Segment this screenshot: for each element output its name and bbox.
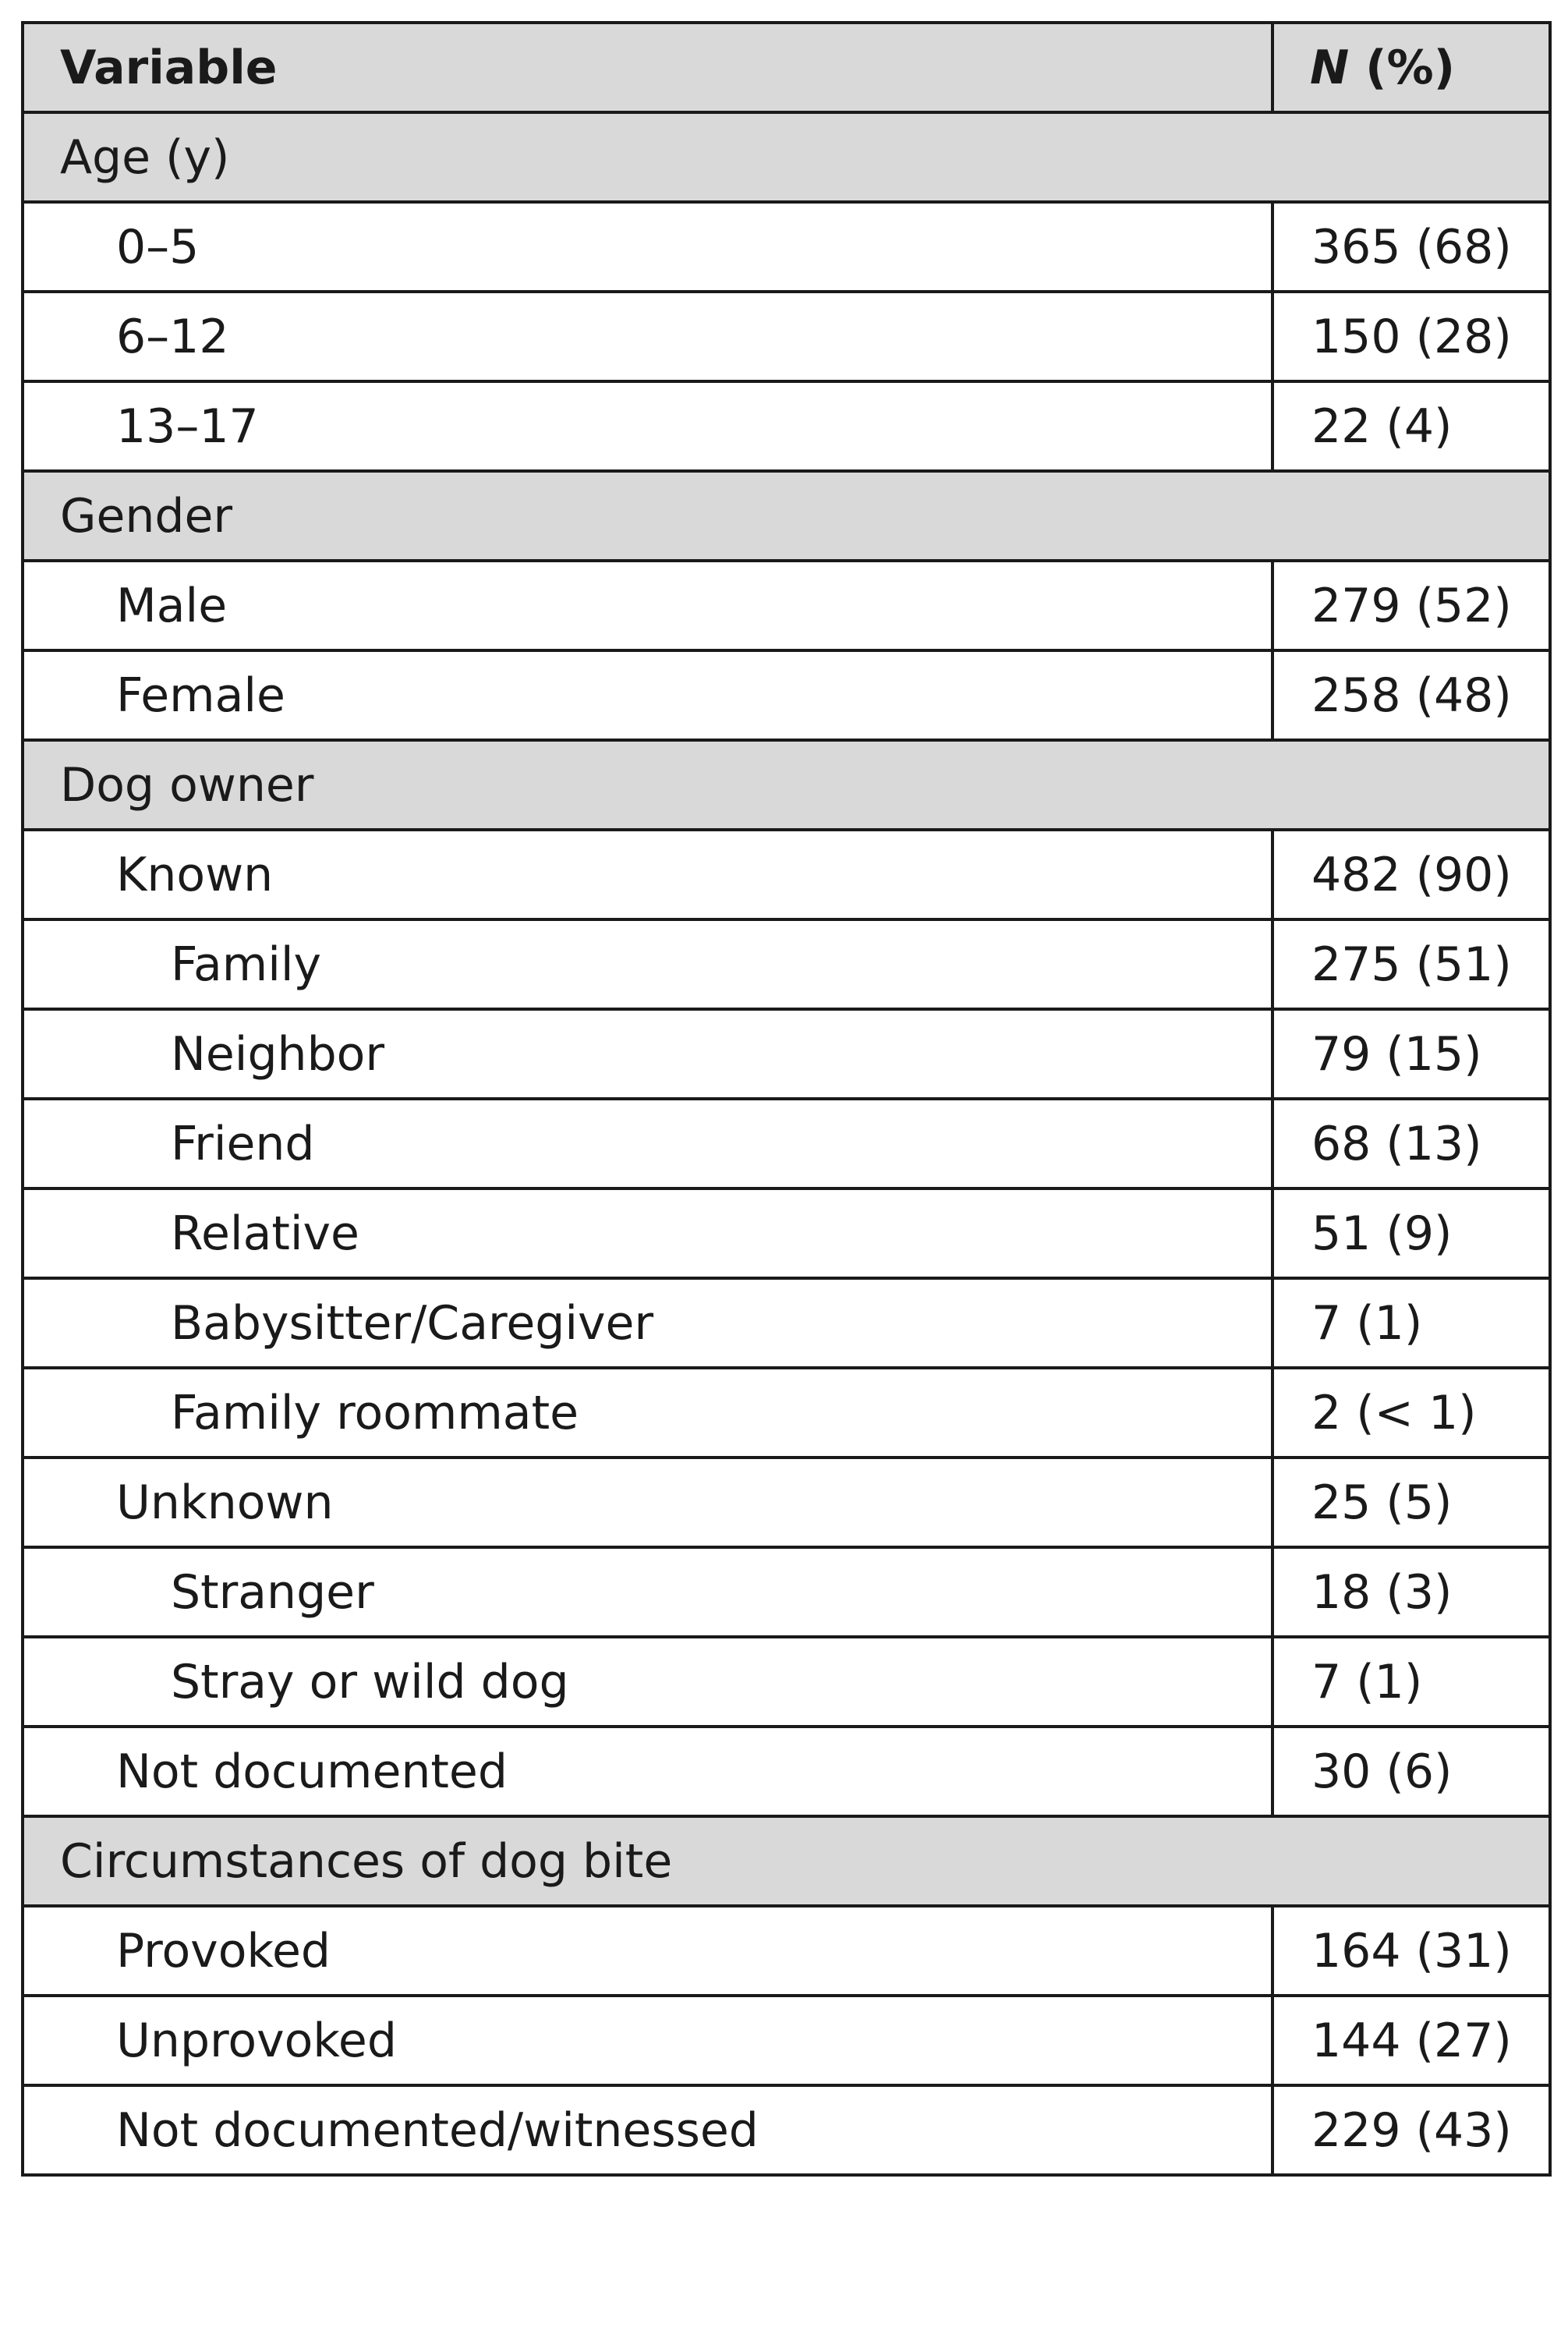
group-label: Gender	[23, 471, 1550, 561]
table-row	[23, 1368, 1550, 1458]
table-row	[23, 2085, 1550, 2175]
group-row-dog-owner	[23, 740, 1550, 830]
table-row	[23, 1099, 1550, 1188]
row-label: Family roommate	[23, 1368, 1272, 1458]
row-label: Unprovoked	[23, 1996, 1272, 2085]
row-label: 6–12	[23, 292, 1272, 381]
row-value: 365 (68)	[1272, 202, 1550, 292]
row-value: 150 (28)	[1272, 292, 1550, 381]
table-row	[23, 1547, 1550, 1637]
row-value: 30 (6)	[1272, 1727, 1550, 1816]
group-row-circumstances	[23, 1816, 1550, 1906]
row-label: Not documented/witnessed	[23, 2085, 1272, 2175]
row-value: 68 (13)	[1272, 1099, 1550, 1188]
group-label: Dog owner	[23, 740, 1550, 830]
table-row	[23, 650, 1550, 740]
table-row	[23, 1009, 1550, 1099]
group-row-gender	[23, 471, 1550, 561]
table-row	[23, 830, 1550, 919]
row-label: Female	[23, 650, 1272, 740]
header-n-percent	[1272, 23, 1550, 112]
row-label: Relative	[23, 1188, 1272, 1278]
table-row	[23, 1278, 1550, 1368]
row-value: 22 (4)	[1272, 381, 1550, 471]
header-percent: (%)	[1349, 40, 1456, 95]
row-value: 25 (5)	[1272, 1458, 1550, 1547]
header-variable: Variable	[23, 23, 1272, 112]
row-value: 258 (48)	[1272, 650, 1550, 740]
table-row	[23, 919, 1550, 1009]
row-label: Unknown	[23, 1458, 1272, 1547]
row-label: Neighbor	[23, 1009, 1272, 1099]
row-label: Known	[23, 830, 1272, 919]
table-row	[23, 561, 1550, 650]
group-label: Age (y)	[23, 112, 1550, 202]
table-row	[23, 1637, 1550, 1727]
row-label: Babysitter/Caregiver	[23, 1278, 1272, 1368]
table-row	[23, 1996, 1550, 2085]
data-table	[21, 21, 1552, 2177]
row-value: 164 (31)	[1272, 1906, 1550, 1996]
table-row	[23, 292, 1550, 381]
row-label: Stranger	[23, 1547, 1272, 1637]
header-row	[23, 23, 1550, 112]
row-label: Family	[23, 919, 1272, 1009]
table-row	[23, 202, 1550, 292]
header-n: N	[1310, 40, 1350, 95]
row-value: 275 (51)	[1272, 919, 1550, 1009]
row-value: 7 (1)	[1272, 1278, 1550, 1368]
row-value: 482 (90)	[1272, 830, 1550, 919]
row-label: Provoked	[23, 1906, 1272, 1996]
table-row	[23, 1906, 1550, 1996]
row-label: Male	[23, 561, 1272, 650]
row-value: 229 (43)	[1272, 2085, 1550, 2175]
row-value: 79 (15)	[1272, 1009, 1550, 1099]
row-label: Not documented	[23, 1727, 1272, 1816]
row-label: Stray or wild dog	[23, 1637, 1272, 1727]
row-label: 13–17	[23, 381, 1272, 471]
row-value: 279 (52)	[1272, 561, 1550, 650]
row-value: 2 (< 1)	[1272, 1368, 1550, 1458]
row-value: 18 (3)	[1272, 1547, 1550, 1637]
table-row	[23, 381, 1550, 471]
row-value: 144 (27)	[1272, 1996, 1550, 2085]
group-row-age	[23, 112, 1550, 202]
table-row	[23, 1188, 1550, 1278]
row-label: Friend	[23, 1099, 1272, 1188]
row-label: 0–5	[23, 202, 1272, 292]
row-value: 7 (1)	[1272, 1637, 1550, 1727]
table-row	[23, 1458, 1550, 1547]
group-label: Circumstances of dog bite	[23, 1816, 1550, 1906]
row-value: 51 (9)	[1272, 1188, 1550, 1278]
table-row	[23, 1727, 1550, 1816]
